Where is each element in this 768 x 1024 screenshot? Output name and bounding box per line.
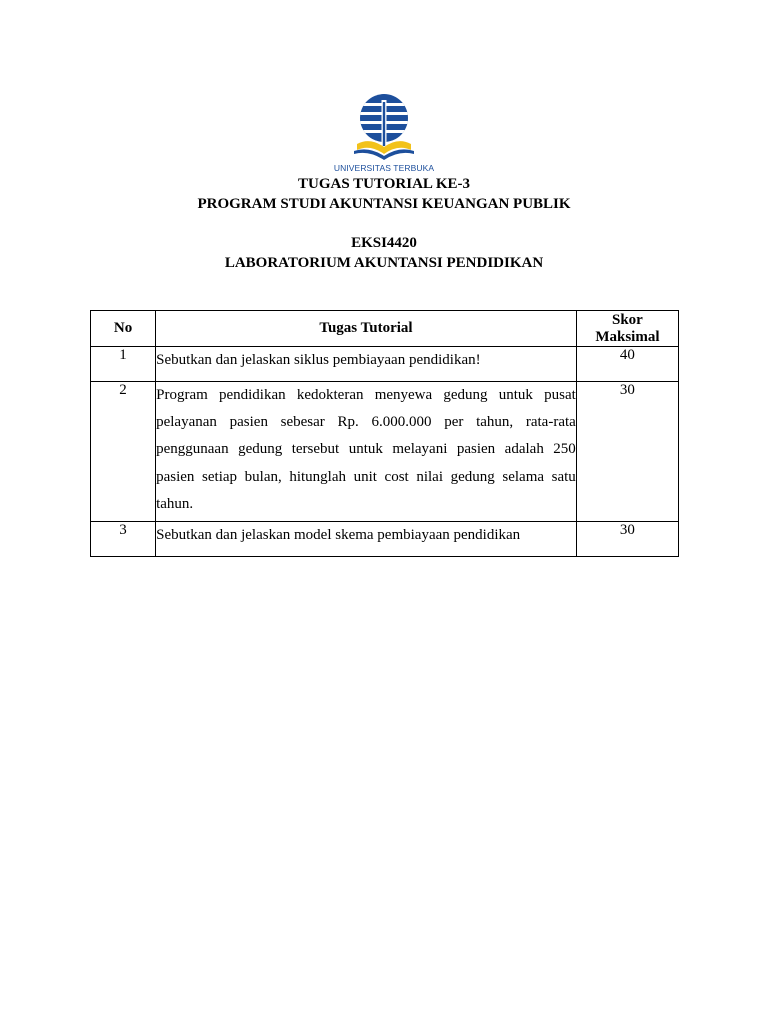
header-score-line2: Maksimal [595,328,660,345]
table-row [91,347,679,382]
table-row [91,382,679,522]
row-number: 1 [91,347,156,382]
task-text: Sebutkan dan jelaskan model skema pembiayaan pendidikan [156,522,577,557]
task-text: Sebutkan dan jelaskan siklus pembiayaan pendidikan! [156,347,577,382]
table-row [91,522,679,557]
row-number: 3 [91,522,156,557]
task-text: Program pendidikan kedokteran menyewa gedung untuk pusat pelayanan pasien sebesar Rp. 6.000.000 per tahun, rata-rata penggunaan gedung tersebut untuk melayani pasien adalah 250 pasien setiap bulan, hitunglah unit cost nilai gedung selama satu tahun. [156,382,577,522]
max-score: 40 [576,347,678,382]
header-score-line1: Skor [611,311,643,328]
row-number: 2 [91,382,156,522]
logo-text: UNIVERSITAS TERBUKA [333,163,435,173]
task-table [90,310,679,557]
course-name: LABORATORIUM AKUNTANSI PENDIDIKAN [224,255,544,271]
study-program: PROGRAM STUDI AKUNTANSI KEUANGAN PUBLIK [197,196,571,212]
assignment-title: TUGAS TUTORIAL KE-3 [298,176,470,192]
university-logo [330,92,438,176]
course-code: EKSI4420 [351,235,417,251]
globe-book-icon [330,92,438,164]
header-score [576,311,678,347]
max-score: 30 [576,522,678,557]
max-score: 30 [576,382,678,522]
header-no: No [91,311,156,347]
header-task: Tugas Tutorial [156,311,577,347]
table-header-row [91,311,679,347]
